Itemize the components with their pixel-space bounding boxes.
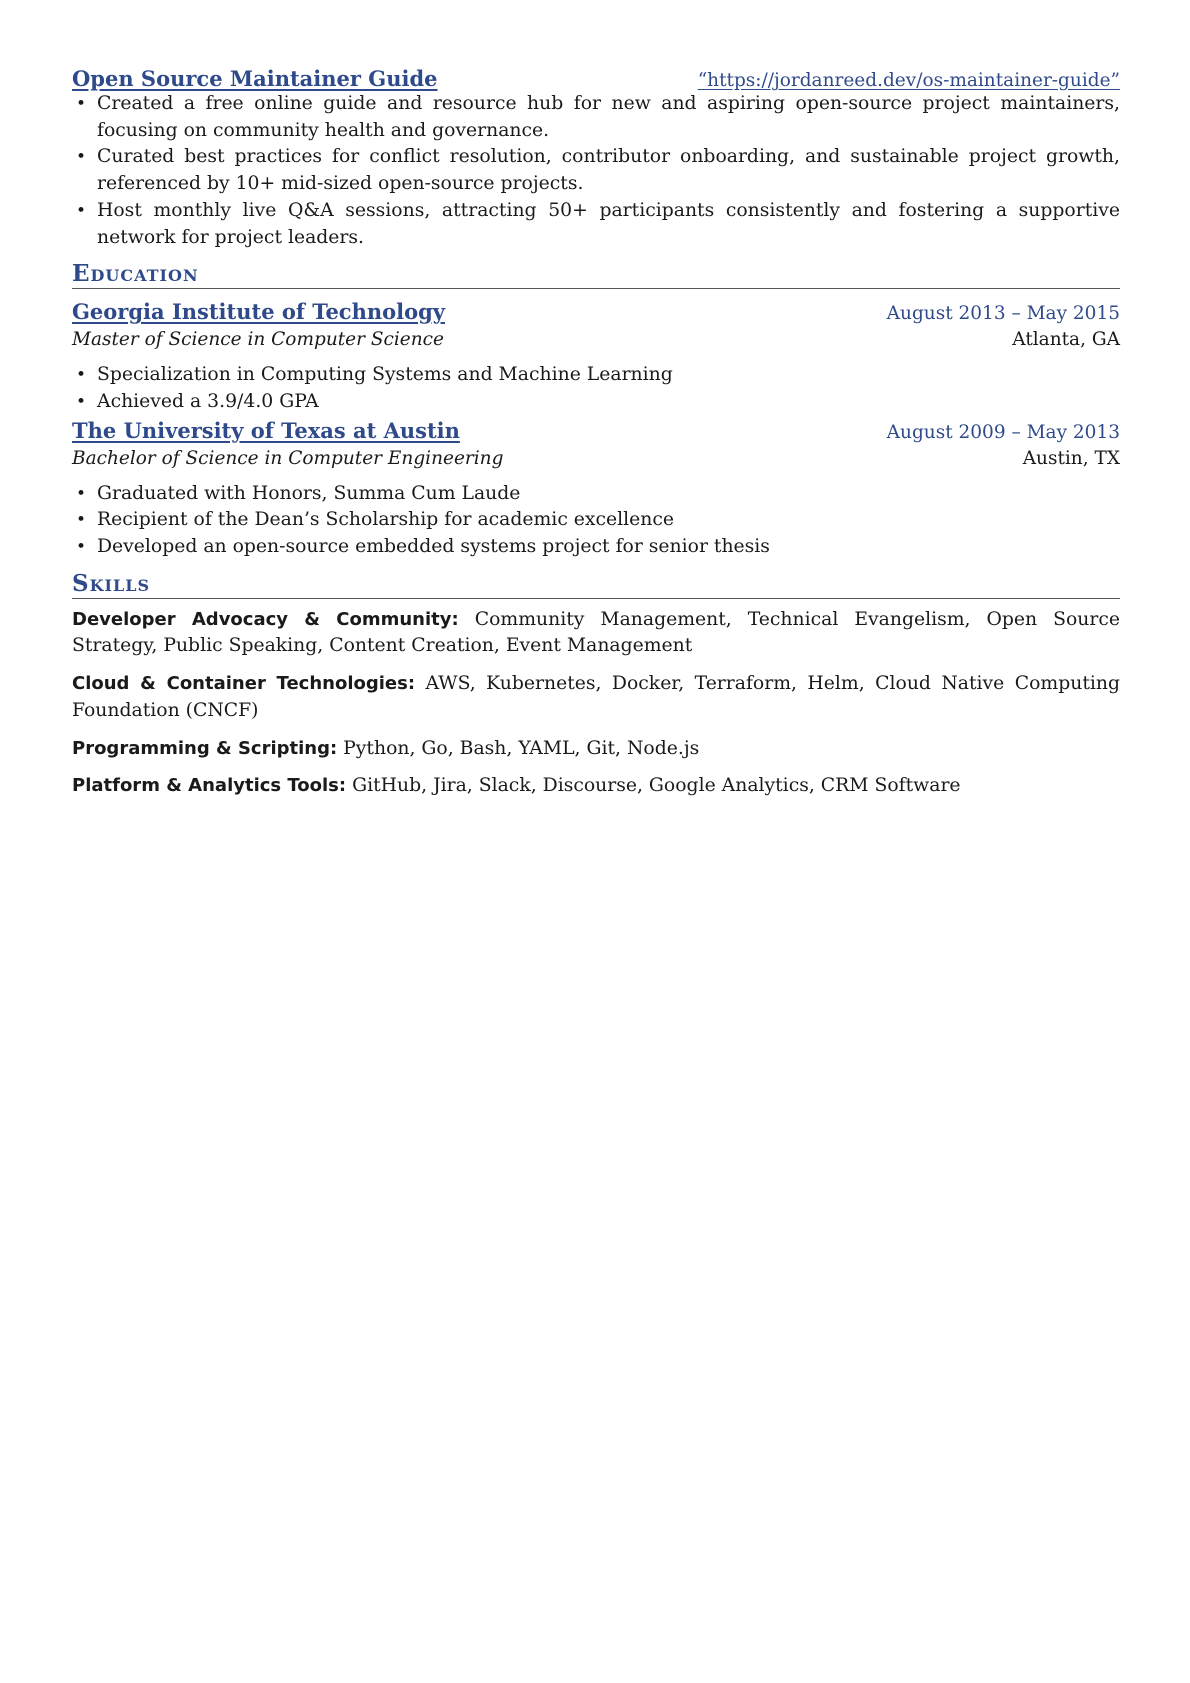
skill-label: Developer Advocacy & Community: <box>72 608 459 630</box>
list-item: • Host monthly live Q&A sessions, attracting 50+ participants consistently and fostering a supportive network for project leaders. <box>72 198 1120 251</box>
section-title-skills: Skills <box>72 569 151 597</box>
list-item: • Developed an open-source embedded systems project for senior thesis <box>72 534 1120 561</box>
list-item: • Achieved a 3.9/4.0 GPA <box>72 389 1120 416</box>
project-url-link[interactable]: “https://jordanreed.dev/os-maintainer-guide” <box>697 70 1120 91</box>
list-item: • Graduated with Honors, Summa Cum Laude <box>72 481 1120 508</box>
education-subheader <box>72 445 1120 473</box>
skill-row <box>72 773 1120 800</box>
location: Atlanta, GA <box>1012 329 1120 351</box>
list-item: • Recipient of the Dean’s Scholarship for academic excellence <box>72 507 1120 534</box>
school-name-link[interactable]: Georgia Institute of Technology <box>72 299 446 325</box>
education-header <box>72 416 1120 445</box>
skill-row <box>72 736 1120 763</box>
education-dates: August 2009 – May 2013 <box>886 421 1120 443</box>
skill-value: GitHub, Jira, Slack, Discourse, Google Analytics, CRM Software <box>346 775 961 797</box>
education-entry <box>72 297 1120 415</box>
education-bullets <box>72 481 1120 561</box>
education-subheader <box>72 326 1120 354</box>
resume-content <box>72 66 1120 811</box>
education-dates: August 2013 – May 2015 <box>886 303 1120 325</box>
degree: Master of Science in Computer Science <box>72 329 444 351</box>
project-header <box>72 66 1120 91</box>
list-item: • Specialization in Computing Systems and Machine Learning <box>72 362 1120 389</box>
skill-value: Community Management, Technical Evangelism, Open Source Strategy, Public Speaking, Content Creation, Event Management <box>72 608 1121 657</box>
skill-value: Python, Go, Bash, YAML, Git, Node.js <box>337 737 700 759</box>
skill-row <box>72 671 1120 724</box>
skill-label: Platform & Analytics Tools: <box>72 775 347 797</box>
education-bullets <box>72 362 1120 415</box>
section-title-education: Education <box>72 260 199 288</box>
education-header <box>72 297 1120 326</box>
project-title-link[interactable]: Open Source Maintainer Guide <box>72 66 438 91</box>
skill-label: Cloud & Container Technologies: <box>72 673 416 695</box>
project-bullets <box>72 91 1120 251</box>
section-divider <box>72 288 1120 289</box>
education-entry <box>72 416 1120 561</box>
location: Austin, TX <box>1022 447 1120 469</box>
section-divider <box>72 598 1120 599</box>
skill-row <box>72 607 1120 660</box>
list-item: • Curated best practices for conflict resolution, contributor onboarding, and sustainable project growth, referenced by 10+ mid-sized open-source projects. <box>72 144 1120 197</box>
degree: Bachelor of Science in Computer Engineering <box>72 447 504 469</box>
skill-label: Programming & Scripting: <box>72 737 338 759</box>
list-item: • Created a free online guide and resource hub for new and aspiring open-source project maintainers, focusing on community health and governance. <box>72 91 1120 144</box>
skill-value: AWS, Kubernetes, Docker, Terraform, Helm, Cloud Native Computing Foundation (CNCF) <box>72 673 1120 721</box>
school-name-link[interactable]: The University of Texas at Austin <box>72 417 460 443</box>
